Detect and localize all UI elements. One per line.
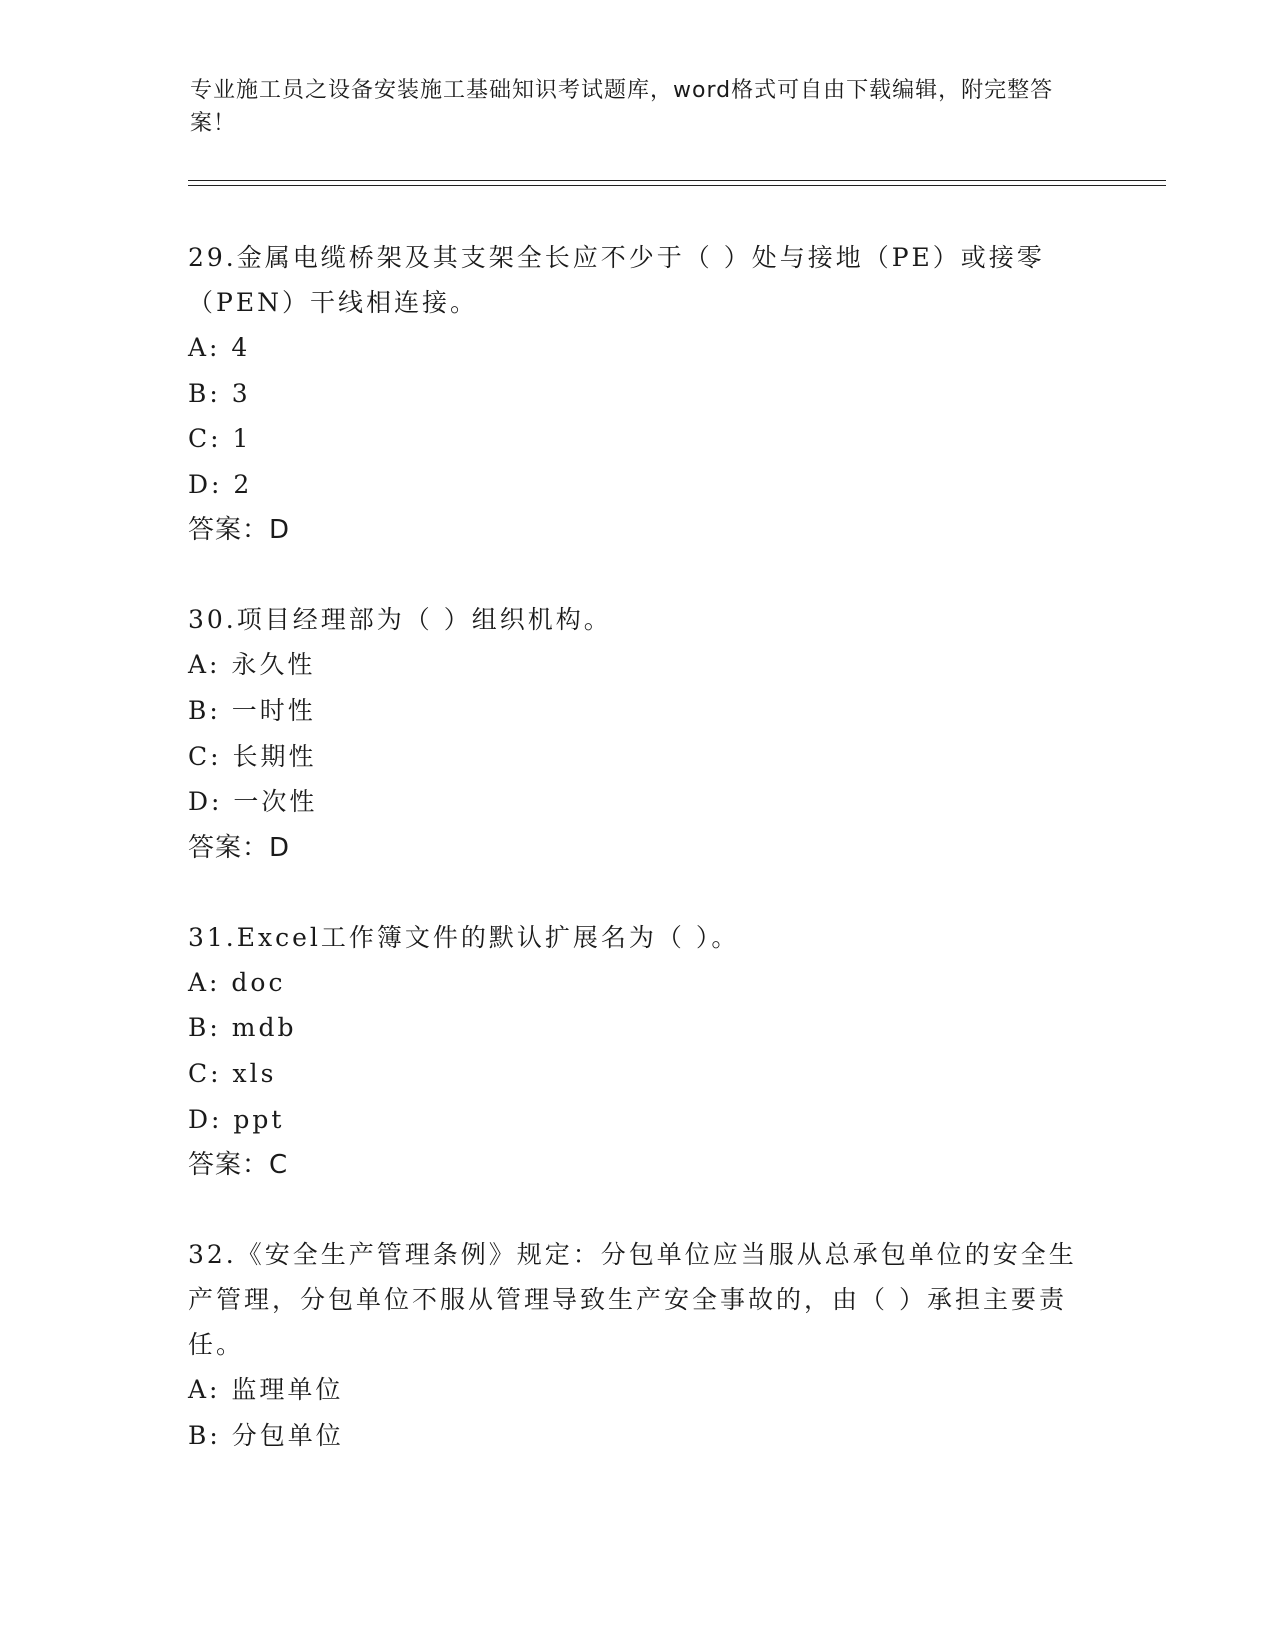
option-b: B: 一时性	[188, 695, 316, 725]
option-b: B: mdb	[188, 1013, 297, 1043]
option-c: C: 长期性	[188, 741, 317, 771]
option-a: A: 永久性	[188, 650, 316, 680]
header-divider-bottom	[188, 185, 1166, 186]
answer-text: 答案：D	[188, 832, 291, 863]
question-text: 31.Excel工作簿文件的默认扩展名为（ ）。	[188, 922, 740, 952]
question-29	[188, 235, 1088, 553]
option-d: D: 2	[188, 469, 253, 499]
question-text: 32.《安全生产管理条例》规定：分包单位应当服从总承包单位的安全生产管理，分包单位不服从管理导致生产安全事故的，由（ ）承担主要责任。	[188, 1240, 1077, 1360]
question-32	[188, 1232, 1088, 1458]
answer-text: 答案：C	[188, 1150, 289, 1181]
question-text: 29.金属电缆桥架及其支架全长应不少于（ ）处与接地（PE）或接零（PEN）干线相连接。	[188, 243, 1045, 317]
option-b: B: 3	[188, 378, 251, 408]
question-30	[188, 597, 1088, 870]
question-31	[188, 915, 1088, 1188]
option-a: A: doc	[188, 967, 286, 997]
answer-text: 答案：D	[188, 515, 291, 546]
option-a: A: 4	[188, 333, 251, 362]
option-a: A: 监理单位	[188, 1375, 344, 1405]
question-list	[188, 235, 1088, 1502]
option-d: D: 一次性	[188, 787, 318, 817]
option-c: C: 1	[188, 424, 252, 454]
question-text: 30.项目经理部为（ ）组织机构。	[188, 605, 612, 635]
document-header: 专业施工员之设备安装施工基础知识考试题库，word格式可自由下载编辑，附完整答案！	[190, 78, 1054, 136]
option-c: C: xls	[188, 1058, 277, 1088]
option-d: D: ppt	[188, 1104, 285, 1134]
header-divider-top	[188, 180, 1166, 181]
option-b: B: 分包单位	[188, 1420, 344, 1450]
